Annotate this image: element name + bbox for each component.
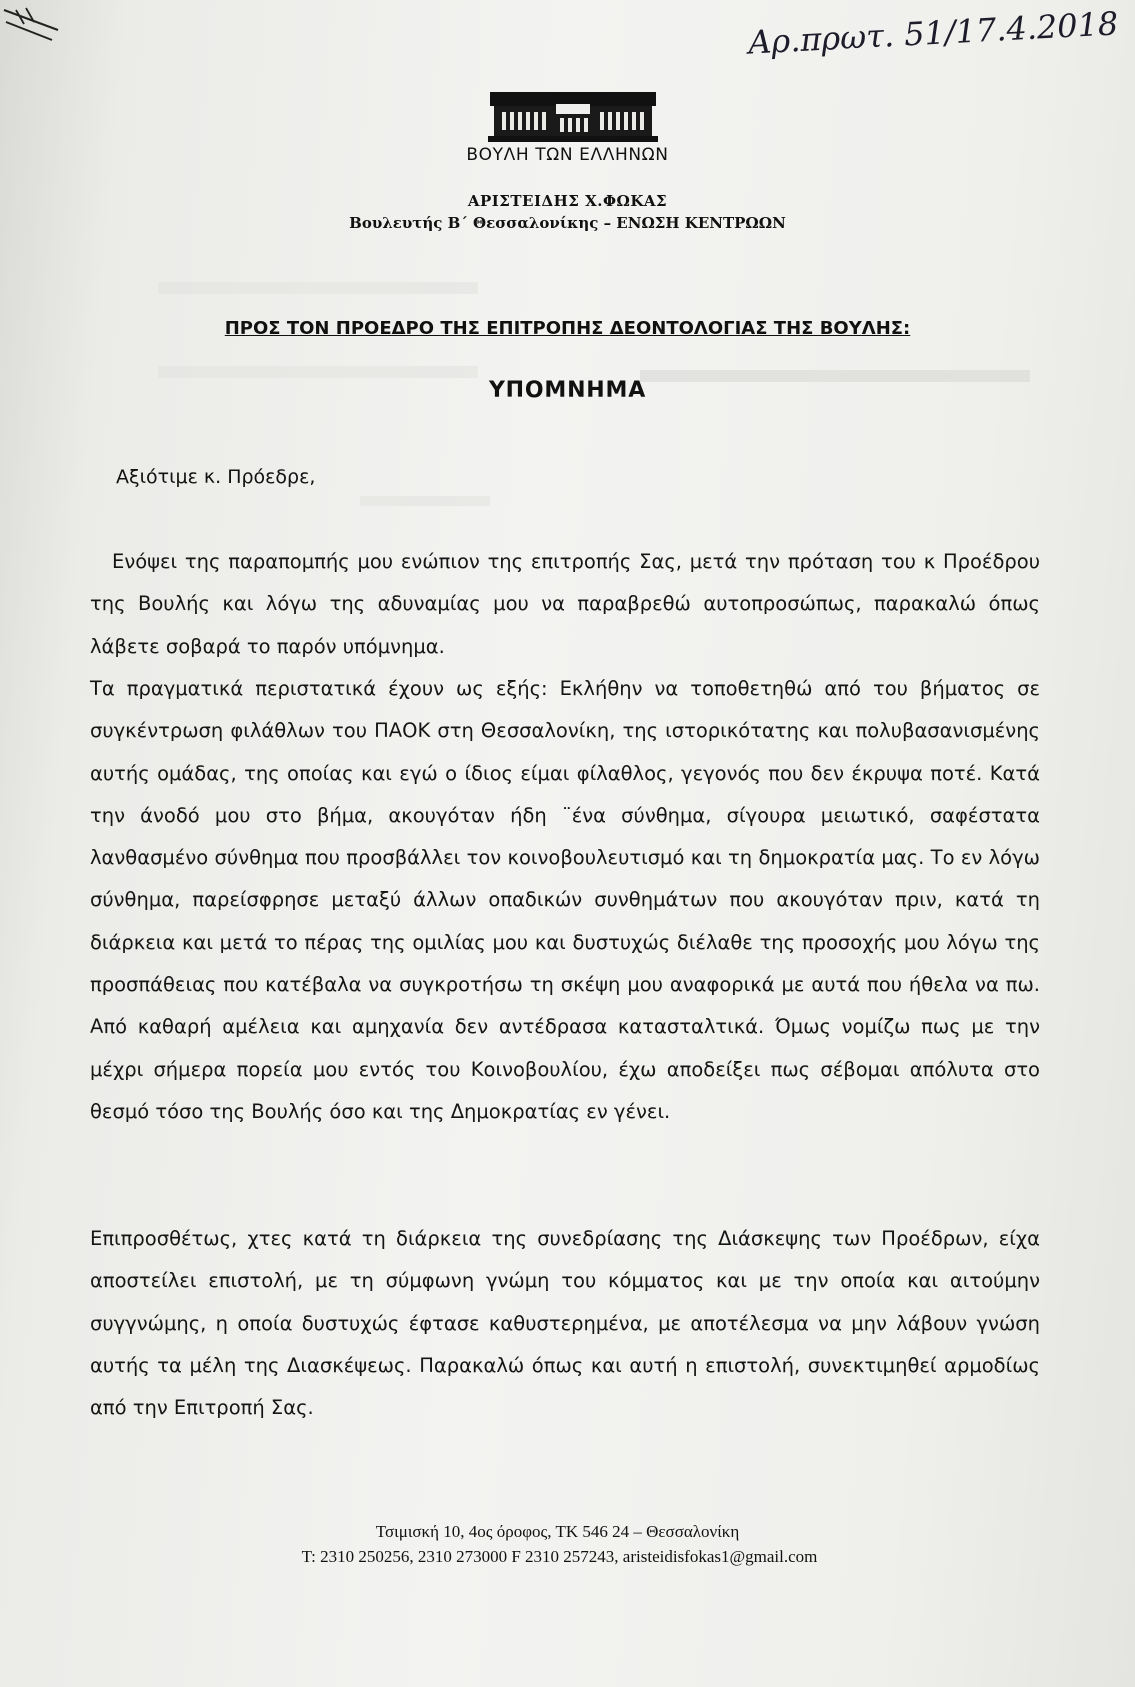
parliament-name: ΒΟΥΛΗ ΤΩΝ ΕΛΛΗΝΩΝ	[466, 145, 669, 165]
bleed-through-text-3	[158, 366, 478, 378]
footer-address: Τσιμισκή 10, 4ος όροφος, ΤΚ 546 24 – Θεσσαλονίκη	[375, 1522, 740, 1541]
bleed-through-text-4	[360, 496, 490, 506]
paragraph-1	[90, 541, 1040, 668]
paragraph-2	[90, 668, 1040, 1133]
paragraph-text: Επιπροσθέτως, χτες κατά τη διάρκεια της συνεδρίασης της Διάσκεψης των Προέδρων, είχα αποστείλει επιστολή, με τη σύμφωνη γνώμη του κόμματος και με την οποία και αιτούμην συγγνώμης, η οποία δυστυχώς έφτασε καθυστερημένα, με αποτέλεσμα να μην λάβουν γνώση αυτής τα μέλη της Διασκέψεως. Παρακαλώ όπως και αυτή η επιστολή, συνεκτιμηθεί αρμοδίως από την Επιτροπή Σας.	[90, 1227, 1040, 1420]
paragraph-text: Τα πραγματικά περιστατικά έχουν ως εξής: Εκλήθην να τοποθετηθώ από του βήματος σε συγκέντρωση φιλάθλων του ΠΑΟΚ στη Θεσσαλονίκη, της ιστορικότατης και πολυβασανισμένης αυτής ομάδας, της οποίας και εγώ ο ίδιος είμαι φίλαθλος, γεγονός που δεν έκρυψα ποτέ. Κατά την άνοδό μου στο βήμα, ακουγόταν ήδη ¨ένα σύνθημα, σίγουρα μειωτικό, σαφέστατα λανθασμένο σύνθημα που προσβάλλει τον κοινοβουλευτισμό και τη δημοκρατία μας. Το εν λόγω σύνθημα, παρείσφρησε μεταξύ άλλων οπαδικών συνθημάτων που ακουγόταν πριν, κατά τη διάρκεια και μετά το πέρας της ομιλίας μου και δυστυχώς διέλαθε της προσοχής μου λόγω της προσπάθειας που κατέβαλα να συγκροτήσω τη σκέψη μου αναφορικά με αυτά που ήθελα να πω. Από καθαρή αμέλεια και αμηχανία δεν αντέδρασα κατασταλτικά. Όμως νομίζω πως με την μέχρι σήμερα πορεία μου εντός του Κοινοβουλίου, έχω αποδείξει πως σέβομαι απόλυτα στο θεσμό τόσο της Βουλής όσο και της Δημοκρατίας εν γένει.	[90, 677, 1040, 1123]
bleed-through-text-2	[158, 282, 478, 294]
addressee-heading: ΠΡΟΣ ΤΟΝ ΠΡΟΕΔΡΟ ΤΗΣ ΕΠΙΤΡΟΠΗΣ ΔΕΟΝΤΟΛΟΓΙΑΣ ΤΗΣ ΒΟΥΛΗΣ:	[224, 318, 911, 339]
handwritten-marks	[0, 0, 62, 44]
document-title: ΥΠΟΜΝΗΜΑ	[488, 378, 647, 403]
mp-role: Βουλευτής Β΄ Θεσσαλονίκης – ΕΝΩΣΗ ΚΕΝΤΡΩΩΝ	[349, 214, 786, 232]
footer-contact: Τ: 2310 250256, 2310 273000 F 2310 257243, aristeidisfokas1@gmail.com	[301, 1547, 818, 1566]
handwritten-protocol-number: Αρ.πρωτ. 51/17.4.2018	[747, 4, 1120, 62]
parliament-building-logo	[488, 90, 658, 144]
paragraph-text: Ενόψει της παραπομπής μου ενώπιον της επιτροπής Σας, μετά την πρόταση του κ Προέδρου της Βουλής και λόγω της αδυναμίας μου να παραβρεθώ αυτοπροσώπως, παρακαλώ όπως λάβετε σοβαρά το παρόν υπόμνημα.	[90, 550, 1040, 658]
paragraph-3	[90, 1218, 1040, 1429]
mp-name: ΑΡΙΣΤΕΙΔΗΣ Χ.ΦΩΚΑΣ	[467, 192, 668, 210]
salutation: Αξιότιμε κ. Πρόεδρε,	[116, 466, 316, 488]
